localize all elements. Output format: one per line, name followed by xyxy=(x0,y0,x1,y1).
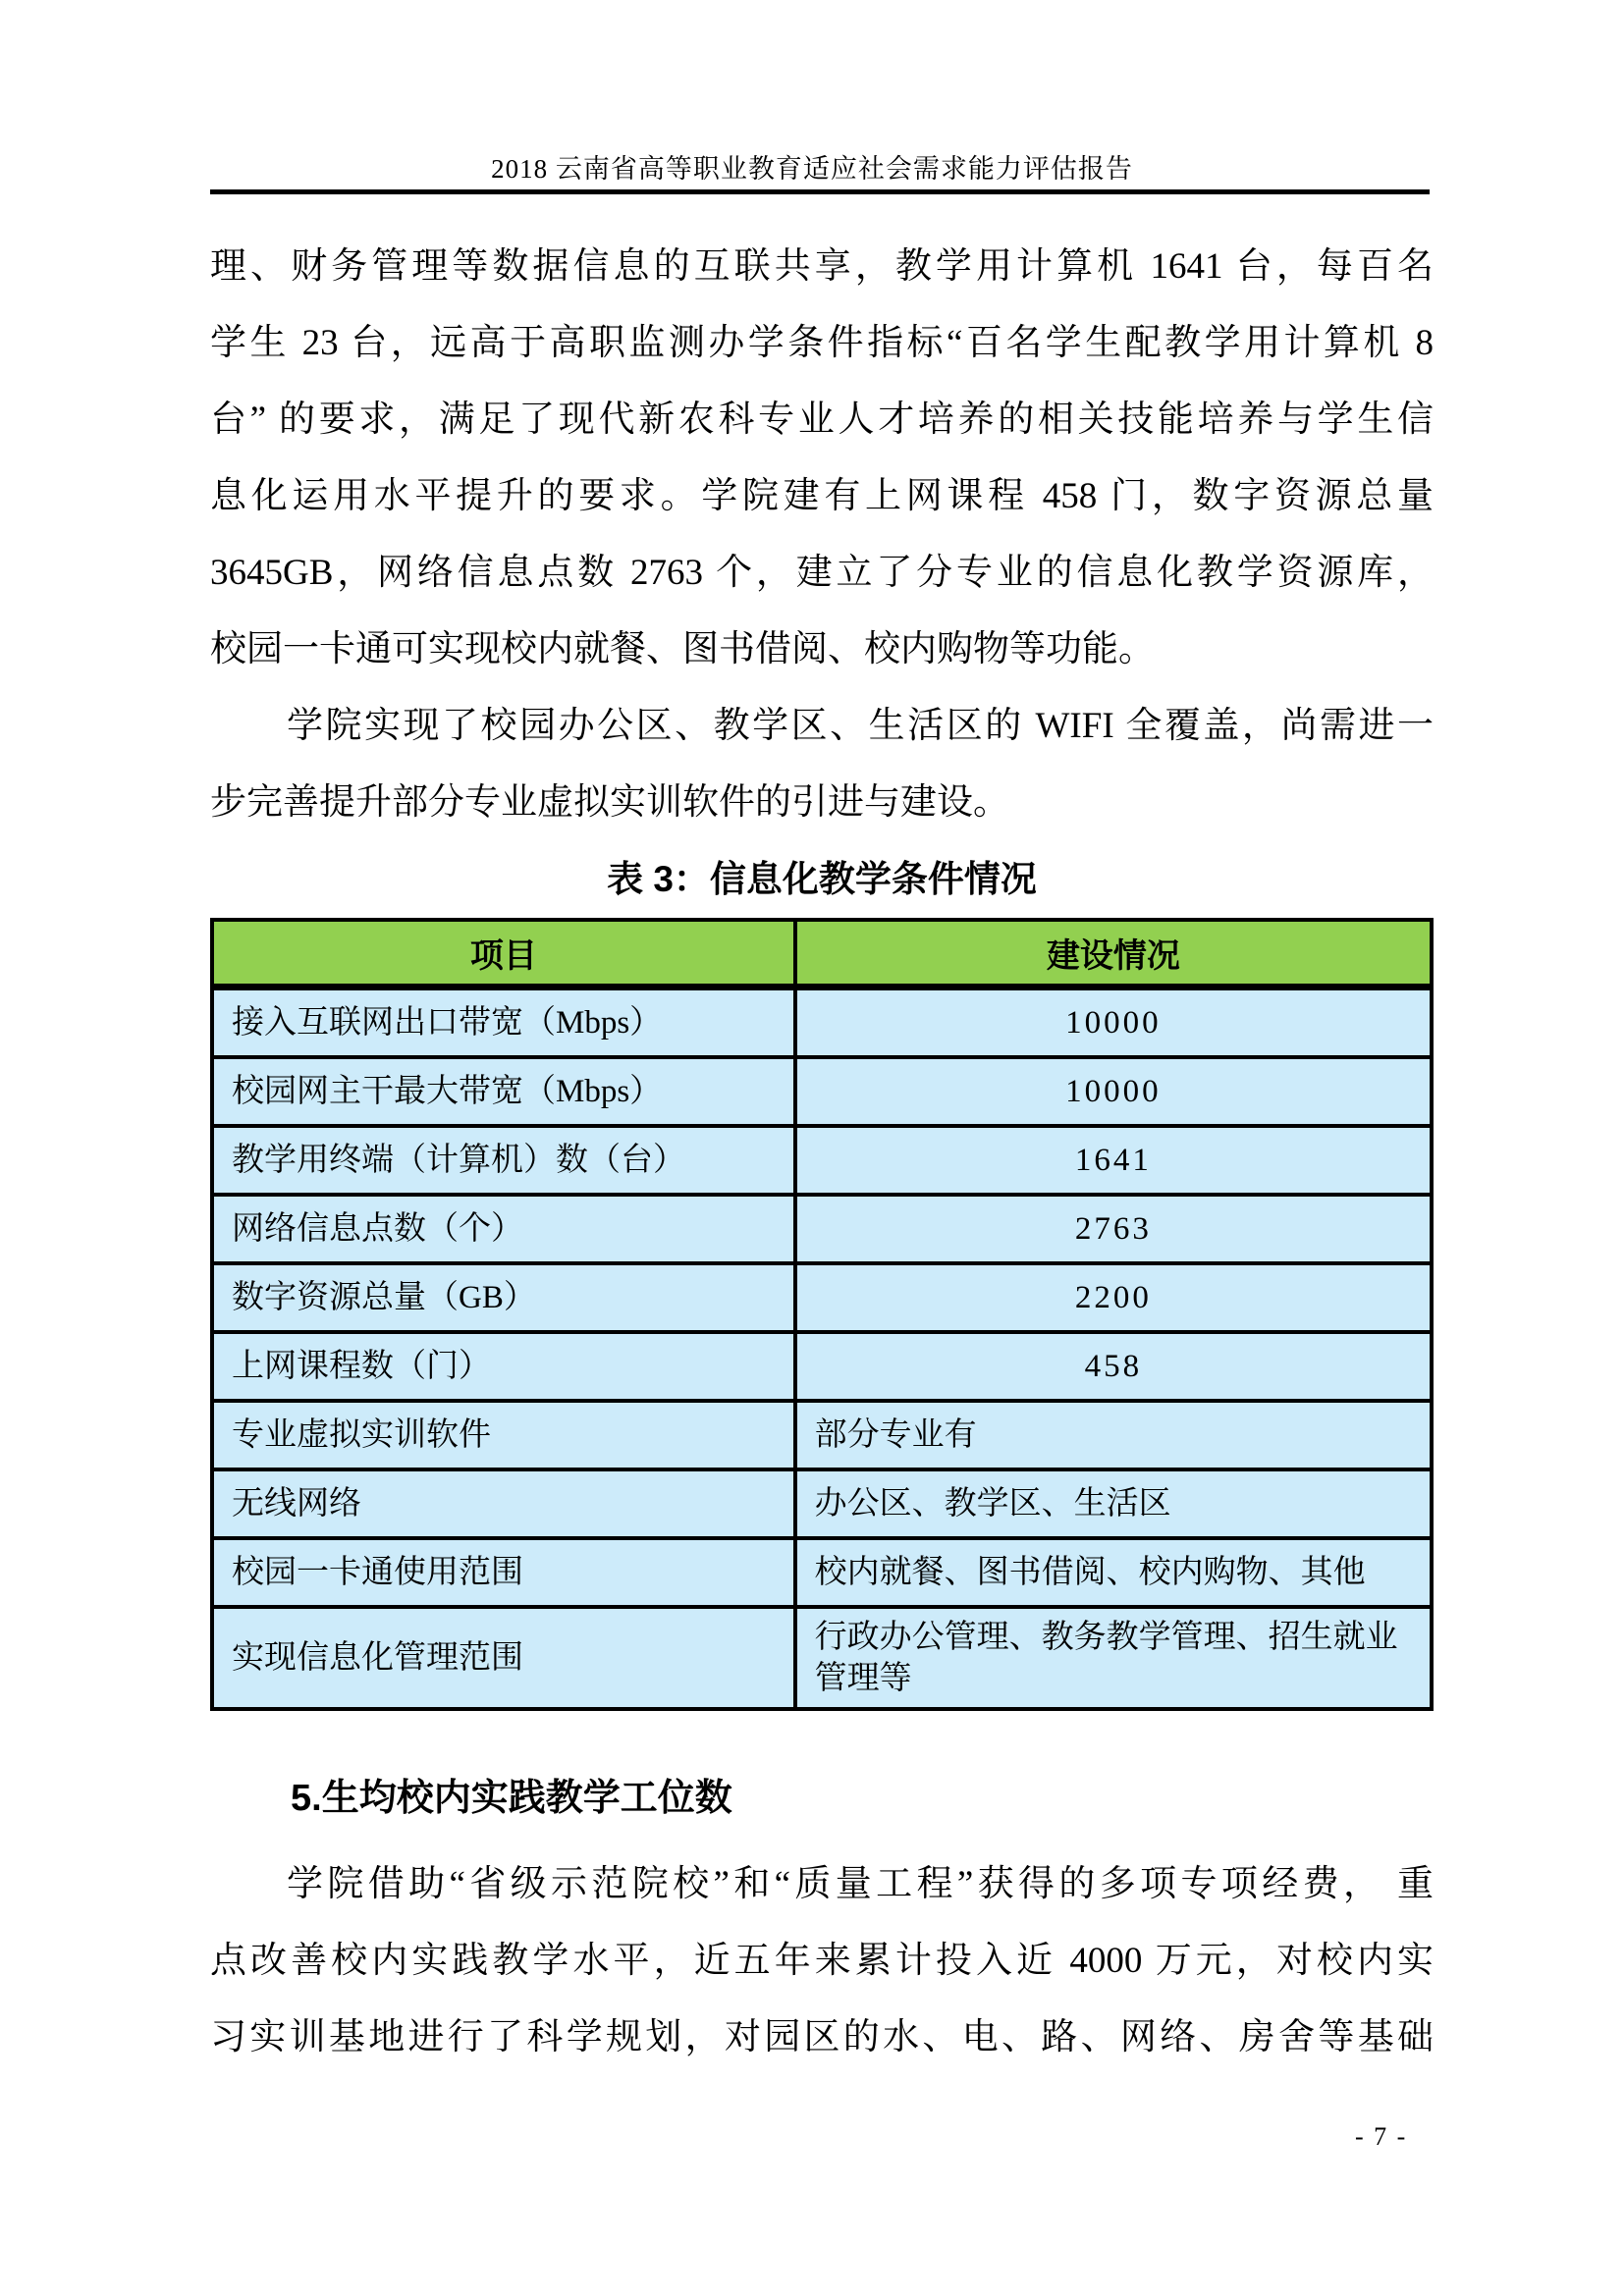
column-header-item: 项目 xyxy=(212,920,795,988)
table-row xyxy=(212,1607,1432,1709)
paragraph-3 xyxy=(210,1846,1434,2076)
table-row xyxy=(212,1263,1432,1332)
body-text-line: 学生 23 台，远高于高职监测办学条件指标“百名学生配教学用计算机 8 xyxy=(210,323,1434,363)
table-row xyxy=(212,988,1432,1058)
table-cell-value: 部分专业有 xyxy=(795,1401,1432,1469)
table-cell-item: 教学用终端（计算机）数（台） xyxy=(212,1126,795,1195)
paragraph-1 xyxy=(210,229,1434,688)
table-row xyxy=(212,1538,1432,1607)
table-cell-item: 校园网主干最大带宽（Mbps） xyxy=(212,1057,795,1126)
table-row xyxy=(212,1469,1432,1538)
table-cell-value: 1641 xyxy=(795,1126,1432,1195)
table-header-row xyxy=(212,920,1432,988)
table-cell-value: 10000 xyxy=(795,988,1432,1058)
page-number: - 7 - xyxy=(1355,2122,1408,2151)
body-text-line: 学院借助“省级示范院校”和“质量工程”获得的多项专项经费， 重 xyxy=(287,1864,1434,1904)
table-row xyxy=(212,1057,1432,1126)
column-header-status: 建设情况 xyxy=(795,920,1432,988)
body-text-line: 校园一卡通可实现校内就餐、图书借阅、校内购物等功能。 xyxy=(210,629,1155,669)
body-text-line: 习实训基地进行了科学规划，对园区的水、电、路、网络、房舍等基础 xyxy=(210,2017,1434,2057)
body-text-line: 3645GB，网络信息点数 2763 个，建立了分专业的信息化教学资源库， xyxy=(210,553,1434,593)
body-text-line: 息化运用水平提升的要求。学院建有上网课程 458 门，数字资源总量 xyxy=(210,476,1434,516)
table-row xyxy=(212,1126,1432,1195)
body-text-line: 台” 的要求，满足了现代新农科专业人才培养的相关技能培养与学生信 xyxy=(210,400,1434,440)
table-caption: 表 3：信息化教学条件情况 xyxy=(607,859,1037,899)
table-cell-item: 校园一卡通使用范围 xyxy=(212,1538,795,1607)
body-text-line: 理、财务管理等数据信息的互联共享，教学用计算机 1641 台，每百名 xyxy=(210,246,1434,287)
info-table xyxy=(210,918,1434,1711)
table-cell-value: 行政办公管理、教务教学管理、招生就业管理等 xyxy=(795,1607,1432,1709)
table-cell-item: 实现信息化管理范围 xyxy=(212,1607,795,1709)
table-row xyxy=(212,1332,1432,1401)
table-cell-value: 2763 xyxy=(795,1195,1432,1263)
page-content xyxy=(210,229,1434,2076)
paragraph-2 xyxy=(210,688,1434,841)
table-row xyxy=(212,1195,1432,1263)
table-cell-value: 10000 xyxy=(795,1057,1432,1126)
table-cell-item: 专业虚拟实训软件 xyxy=(212,1401,795,1469)
body-text-line: 点改善校内实践教学水平，近五年来累计投入近 4000 万元，对校内实 xyxy=(210,1941,1434,1981)
header-divider xyxy=(210,189,1430,194)
body-text-line: 学院实现了校园办公区、教学区、生活区的 WIFI 全覆盖，尚需进一 xyxy=(287,706,1434,746)
table-cell-item: 网络信息点数（个） xyxy=(212,1195,795,1263)
table-cell-value: 2200 xyxy=(795,1263,1432,1332)
table-cell-value: 458 xyxy=(795,1332,1432,1401)
report-header-title: 2018 云南省高等职业教育适应社会需求能力评估报告 xyxy=(491,154,1133,184)
table-cell-value: 办公区、教学区、生活区 xyxy=(795,1469,1432,1538)
table-row xyxy=(212,1401,1432,1469)
table-cell-item: 接入互联网出口带宽（Mbps） xyxy=(212,988,795,1058)
section-heading: 5.生均校内实践教学工位数 xyxy=(291,1778,732,1819)
table-cell-item: 数字资源总量（GB） xyxy=(212,1263,795,1332)
table-cell-item: 无线网络 xyxy=(212,1469,795,1538)
body-text-line: 步完善提升部分专业虚拟实训软件的引进与建设。 xyxy=(210,782,1009,823)
table-cell-value: 校内就餐、图书借阅、校内购物、其他 xyxy=(795,1538,1432,1607)
table-cell-item: 上网课程数（门） xyxy=(212,1332,795,1401)
